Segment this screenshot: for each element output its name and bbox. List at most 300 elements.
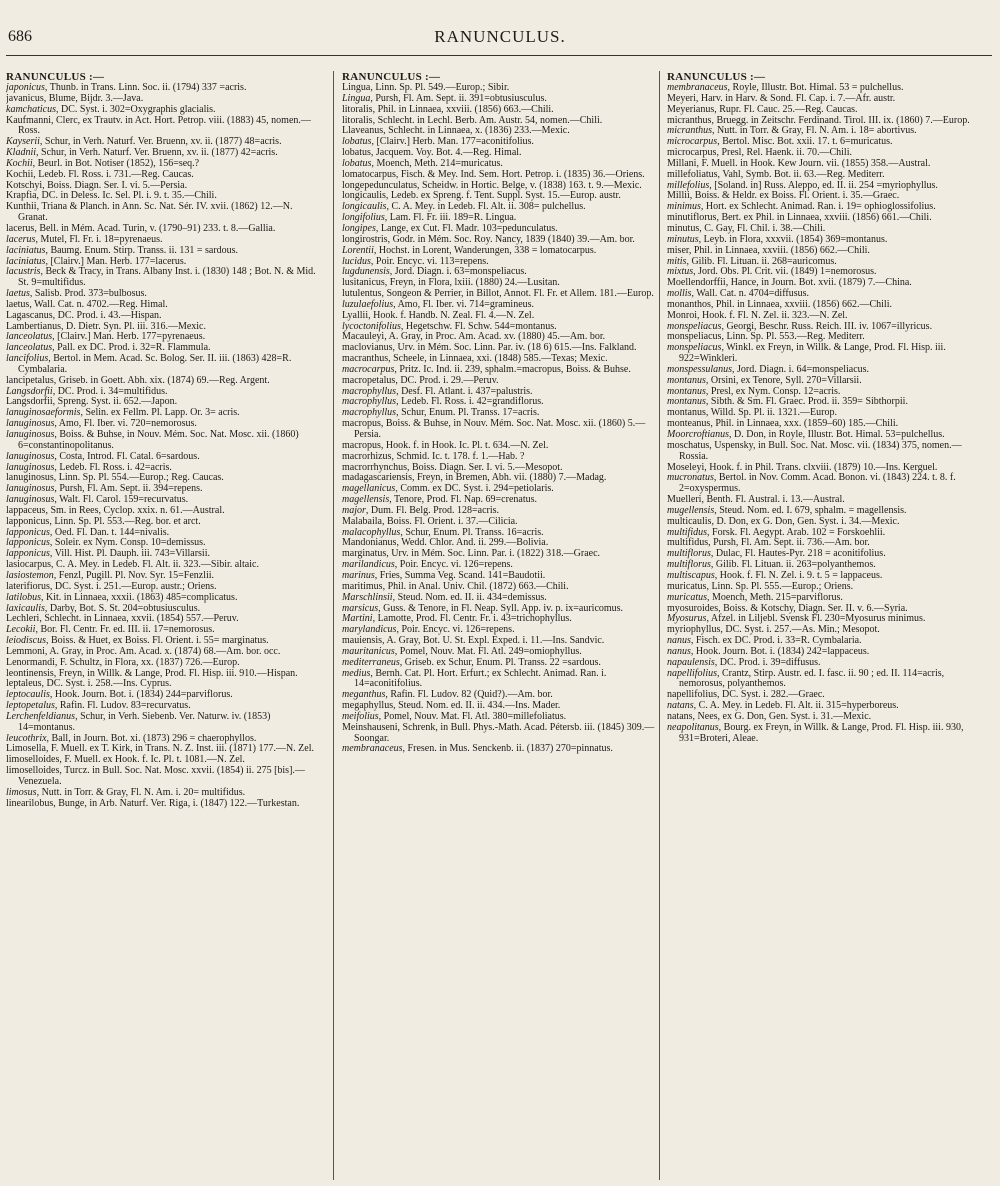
- entry-name: longepedunculatus: [342, 179, 417, 191]
- entry-name: lusitanicus: [342, 277, 385, 289]
- entry-citation: , Benth. Fl. Austral. i. 13.—Austral.: [701, 494, 845, 506]
- index-entry: [342, 744, 658, 755]
- entry-name: lacerus: [6, 233, 36, 245]
- entry-name: Meyerianus: [667, 103, 715, 115]
- entry-citation: , Boiss. & Huet, ex Boiss. Fl. Orient. i. 55= marginatus.: [46, 635, 269, 647]
- entry-citation: , D. Don, in Royle, Illustr. Bot. Himal. 53=pulchellus.: [729, 429, 945, 440]
- index-entry: [6, 116, 322, 138]
- entry-citation: , Sibth. & Sm. Fl. Graec. Prod. ii. 359= Sibthorpii.: [705, 396, 908, 408]
- entry-citation: , Steud. Nom. ed. II. ii. 434.—Ins. Mader.: [393, 700, 561, 712]
- entry-citation: , Boiss. & Buhse, in Nouv. Mém. Soc. Nat. Mosc. xii. (1860) 5.—Persia.: [354, 418, 646, 440]
- entry-citation: , [Clairv.] Man. Herb. 177=pyrenaeus.: [52, 331, 206, 343]
- entry-name: multiflorus: [667, 559, 711, 571]
- entry-citation: , Bertol. Misc. Bot. xxii. 17. t. 6=muricatus.: [717, 136, 893, 148]
- entry-name: microcarpus: [667, 136, 718, 148]
- entry-name: macrophyllus: [342, 396, 397, 408]
- entry-name: multiflorus: [667, 548, 711, 560]
- entry-name: Llaveanus: [342, 125, 384, 137]
- entry-name: mediterraneus: [342, 656, 400, 668]
- entry-citation: , Schmid. Ic. t. 178. f. 1.—Hab. ?: [391, 450, 525, 462]
- entry-name: macranthus: [342, 353, 389, 365]
- entry-name: Lecokii: [6, 624, 36, 636]
- entry-citation: , Nees, ex G. Don, Gen. Syst. i. 31.—Mexic.: [692, 710, 872, 722]
- entry-citation: , Orsini, ex Tenore, Syll. 270=Villarsii.: [705, 374, 862, 386]
- entry-citation: , Fenzl, Pugill. Pl. Nov. Syr. 15=Fenzlii.: [53, 569, 215, 581]
- entry-citation: , Nutt. in Torr. & Gray, Fl. N. Am. i. 18= abortivus.: [712, 125, 917, 137]
- entry-name: leiodiscus: [6, 635, 46, 647]
- entry-name: Marschlinsii: [342, 591, 393, 603]
- entry-citation: , DC. Prod. i. 29.—Peruv.: [395, 374, 499, 386]
- entry-citation: , F. Schultz, in Flora, xx. (1837) 726.—Europ.: [54, 656, 240, 668]
- entry-name: laterifiorus: [6, 580, 50, 592]
- entry-name: laciniatus: [6, 255, 46, 267]
- index-entry: [6, 712, 322, 734]
- entry-citation: , Selin. ex Fellm. Pl. Lapp. Or. 3= acris.: [80, 407, 240, 419]
- entry-citation: , Rafin. Fl. Ludov. 82 (Quid?).—Am. bor.: [385, 689, 553, 701]
- entry-citation: , Amo, Fl. Iber. vi. 714=gramineus.: [393, 298, 535, 310]
- entry-citation: , DC. in Deless. Ic. Sel. Pl. i. 9. t. 35.—Chili.: [36, 190, 217, 202]
- entry-name: leptaleus: [6, 678, 42, 690]
- entry-name: marginatus: [342, 548, 387, 560]
- entry-citation: , Pursh, Fl. Am. Sept. ii. 736.—Am. bor.: [708, 537, 870, 549]
- entry-citation: , Jord. Diagn. i. 64=monspeliacus.: [732, 363, 870, 375]
- entry-name: monteanus: [667, 418, 711, 430]
- entry-citation: , Moench, Meth. 214=muricatus.: [371, 157, 503, 169]
- entry-citation: , DC. Prod. i. 34=multifidus.: [52, 385, 168, 397]
- entry-name: lancifolius: [6, 353, 49, 365]
- entry-name: Moellendorffii: [667, 277, 726, 289]
- entry-citation: , Hegetschw. Fl. Schw. 544=montanus.: [400, 320, 557, 332]
- entry-name: monspeliacus: [667, 331, 722, 343]
- entry-citation: , Rafin. Fl. Ludov. 83=recurvatus.: [54, 700, 191, 712]
- entry-name: miser: [667, 244, 689, 256]
- entry-citation: , Beck & Tracy, in Trans. Albany Inst. i. (1830) 148 ; Bot. N. & Mid. St. 9=multifidus.: [18, 266, 316, 289]
- entry-name: lasiocarpus: [6, 559, 51, 571]
- index-entry: [667, 343, 983, 365]
- entry-citation: , Schlecht. in Lechl. Berb. Am. Austr. 54, nomen.—Chili.: [372, 114, 603, 126]
- entry-citation: , Schur, Enum. Pl. Transs. 16=acris.: [400, 526, 544, 538]
- entry-citation: , Winkl. ex Freyn, in Willk. & Lange, Prod. Fl. Hisp. iii. 922=Winkleri.: [679, 342, 946, 365]
- entry-citation: , D. Dietr. Syn. Pl. iii. 316.—Mexic.: [60, 320, 206, 332]
- entry-name: longicaulis: [342, 190, 386, 202]
- entry-citation: , Blume, Bijdr. 3.—Java.: [43, 92, 144, 104]
- entry-citation: , Comm. ex DC. Syst. i. 294=petiolaris.: [395, 483, 554, 495]
- entry-name: lappaceus: [6, 504, 46, 516]
- entry-citation: , Freyn, in Willk. & Lange, Prod. Fl. Hisp. iii. 910.—Hispan.: [53, 667, 298, 679]
- entry-citation: , Boiss. & Kotschy, Diagn. Ser. II. v. 6.—Syria.: [718, 602, 908, 614]
- entry-citation: , Hook. f. Fl. N. Zel. ii. 323.—N. Zel.: [697, 309, 848, 321]
- entry-citation: , Spreng. Syst. ii. 652.—Japon.: [52, 396, 178, 408]
- entry-citation: , Fresen. in Mus. Senckenb. ii. (1837) 270=pinnatus.: [402, 743, 613, 755]
- entry-name: Kladnii: [6, 147, 37, 159]
- index-entry: [667, 441, 983, 463]
- entry-citation: , Walt. Fl. Carol. 159=recurvatus.: [54, 494, 189, 506]
- entry-name: Lambertianus: [6, 320, 61, 332]
- entry-name: monspeliacus: [667, 342, 722, 354]
- entry-name: mitis: [667, 255, 687, 267]
- entry-citation: , Ball, in Journ. Bot. xi. (1873) 296 = chaerophyllos.: [46, 732, 257, 744]
- entry-citation: , DC. Syst. i. 302=Oxygraphis glacialis.: [56, 103, 216, 115]
- entry-name: Millani: [667, 157, 697, 169]
- entry-name: montanus: [667, 396, 706, 408]
- entry-citation: , Beurl. in Bot. Notiser (1852), 156=seq.?: [32, 157, 200, 169]
- entry-citation: , Hook. f. Handb. N. Zeal. Fl. 4.—N. Zel.: [368, 309, 535, 321]
- entry-name: longicaulis: [342, 201, 387, 213]
- entry-citation: , Songeon & Perrier, in Billot, Annot. Fl. Fr. et Allem. 181.—Europ.: [381, 288, 654, 300]
- entry-citation: , Schrenk, in Bull. Phys.-Math. Acad. Pétersb. iii. (1845) 309.—Soongar.: [354, 721, 655, 744]
- entry-name: Kaufmanni: [6, 114, 51, 126]
- entry-citation: , Schur, Enum. Pl. Transs. 17=acris.: [396, 407, 540, 419]
- entry-citation: , Bert. ex Phil. in Linnaea, xxviii. (1856) 661.—Chili.: [716, 212, 932, 224]
- entry-name: leptocaulis: [6, 689, 50, 701]
- entry-citation: , Poir. Encyc. vi. 126=repens.: [394, 559, 513, 571]
- entry-name: limoselloides: [6, 754, 60, 766]
- entry-name: lanuginosus: [6, 483, 55, 495]
- entry-citation: , Nutt. in Torr. & Gray, Fl. N. Am. i. 20= multifidus.: [36, 786, 246, 798]
- entry-name: monanthos: [667, 298, 711, 310]
- entry-name: minutiflorus: [667, 212, 717, 224]
- entry-name: major: [342, 504, 366, 516]
- entry-name: Lechleri: [6, 613, 40, 625]
- entry-name: latilobus: [6, 591, 42, 603]
- entry-citation: , Boiss. Diagn. Ser. I. vi. 5.—Mesopot.: [406, 461, 563, 473]
- entry-citation: , Darby, Bot. S. St. 204=obtusiusculus.: [44, 602, 201, 614]
- entry-name: longirostris: [342, 233, 388, 245]
- entry-name: macrocarpus: [342, 363, 395, 375]
- entry-name: malacophyllus: [342, 526, 401, 538]
- entry-citation: , Linn. Sp. Pl. 554.—Europ.; Reg. Caucas.: [53, 472, 224, 484]
- entry-name: macropus: [342, 418, 381, 430]
- entry-name: neapolitanus: [667, 721, 719, 733]
- entry-name: minutus: [667, 233, 699, 245]
- entry-name: Monroi: [667, 309, 697, 321]
- entry-name: mugellensis: [667, 504, 715, 516]
- entry-citation: , Georgi, Beschr. Russ. Reich. III. iv. 1067=illyricus.: [721, 320, 933, 332]
- entry-name: longifolius: [342, 212, 385, 224]
- entry-name: lanuginosus: [6, 461, 55, 473]
- entry-name: leontinensis: [6, 667, 54, 679]
- entry-citation: , Desf. Fl. Atlant. i. 437=palustris.: [396, 385, 533, 397]
- entry-citation: , Boiss. Diagn. Ser. I. vi. 5.—Persia.: [42, 179, 188, 191]
- entry-name: laxicaulis: [6, 602, 45, 614]
- entry-name: marylandicus: [342, 624, 397, 636]
- entry-name: lanuginosus: [6, 429, 55, 440]
- entry-name: Lemmoni: [6, 645, 45, 657]
- entry-citation: , Salisb. Prod. 373=bulbosus.: [29, 288, 147, 300]
- entry-name: japonicus: [6, 82, 45, 93]
- index-entry: [667, 723, 983, 745]
- entry-citation: , Mutel, Fl. Fr. i. 18=pyrenaeus.: [35, 233, 163, 245]
- entry-citation: , Fries, Summa Veg. Scand. 141=Baudotii.: [374, 569, 546, 581]
- entry-name: multicaulis: [667, 515, 712, 527]
- index-entry: [6, 766, 322, 788]
- entry-name: lanceolatus: [6, 331, 53, 343]
- entry-name: lanuginosus: [6, 418, 55, 430]
- entry-name: Mandonianus: [342, 537, 397, 549]
- entry-citation: , Bell. in Mém. Acad. Turin, v. (1790–91) 233. t. 8.—Gallia.: [34, 222, 276, 234]
- entry-name: millefoliatus: [667, 168, 718, 180]
- entry-name: myosuroides: [667, 602, 719, 614]
- entry-name: macropus: [342, 439, 381, 451]
- entry-name: montanus: [667, 385, 706, 397]
- entry-citation: , Phil. in Linnaea, xxviii. (1856) 662.—Chili.: [710, 298, 892, 310]
- entry-name: lobatus: [342, 157, 372, 169]
- entry-name: medius: [342, 667, 371, 679]
- entry-name: litoralis: [342, 103, 373, 115]
- entry-citation: , C. Gay, Fl. Chil. i. 38.—Chili.: [699, 222, 826, 234]
- entry-name: Lingua: [342, 92, 371, 104]
- entry-citation: , Dulac, Fl. Hautes-Pyr. 218 = aconitifolius.: [710, 548, 886, 560]
- entry-citation: , Hook. f. in Hook. Ic. Pl. t. 634.—N. Zel.: [380, 439, 549, 451]
- entry-name: monspessulanus: [667, 363, 733, 375]
- entry-name: mucronatus: [667, 472, 714, 484]
- entry-name: lucidus: [342, 255, 371, 267]
- entry-name: kamchaticus: [6, 103, 56, 115]
- entry-citation: , Hook. Journ. Bot. i. (1834) 244=parviflorus.: [49, 689, 233, 701]
- entry-name: montanus: [667, 374, 706, 386]
- entry-citation: , Phil. in Linnaea, xxviii. (1856) 663.—Chili.: [372, 103, 554, 115]
- index-entry: [6, 267, 322, 289]
- index-entry: [342, 419, 658, 441]
- entry-name: marsicus: [342, 602, 379, 614]
- entry-citation: , Pomel, Nouv. Mat. Fl. Atl. 380=millefoliatus.: [378, 710, 567, 722]
- entry-name: javanicus: [6, 92, 44, 104]
- column-3: [667, 71, 983, 1186]
- entry-name: lapponicus: [6, 537, 50, 549]
- entry-citation: , Godr. in Mém. Soc. Roy. Nancy, 1839 (1840) 39.—Am. bor.: [387, 233, 635, 245]
- index-entry: [667, 473, 983, 495]
- entry-citation: , Pursh, Fl. Am. Sept. ii. 391=obtusiusculus.: [370, 92, 547, 104]
- entry-citation: , DC. Syst. i. 282.—Graec.: [717, 689, 825, 701]
- entry-citation: , Pomel, Nouv. Mat. Fl. Atl. 249=omiophyllus.: [394, 645, 582, 657]
- entry-name: natans: [667, 710, 693, 722]
- entry-name: Millii: [667, 190, 690, 202]
- entry-citation: , Phil. in Anal. Univ. Chil. (1872) 663.—Chili.: [382, 580, 569, 592]
- entry-citation: , Hochst. in Lorent, Wanderungen, 338 = lomatocarpus.: [373, 244, 597, 256]
- entry-name: microcarpus: [667, 147, 717, 159]
- entry-citation: , Hort. ex Schlecht. Animad. Ran. i. 19= ophioglossifolius.: [700, 201, 936, 213]
- entry-name: mollis: [667, 288, 692, 300]
- entry-name: natans: [667, 700, 694, 712]
- entry-name: napaulensis: [667, 656, 715, 668]
- entry-citation: , Presl, ex Nym. Consp. 12=acris.: [705, 385, 841, 397]
- index-entry: [342, 669, 658, 691]
- entry-name: Krapfia: [6, 190, 37, 202]
- entry-citation: , Phil. in Linnaea, xxviii. (1856) 662.—Chili.: [688, 244, 870, 256]
- entry-citation: , Costa, Introd. Fl. Catal. 6=sardous.: [54, 450, 200, 462]
- entry-name: Langsdorfii: [6, 385, 53, 397]
- entry-name: millefolius: [667, 179, 710, 191]
- entry-citation: , Jord. Obs. Pl. Crit. vii. (1849) 1=nemorosus.: [693, 266, 877, 278]
- entry-citation: , DC. Syst. i. 258.—Ins. Cyprus.: [41, 678, 172, 690]
- entry-citation: , Schlecht. in Linnaea, x. (1836) 233.—Mexic.: [383, 125, 570, 137]
- entry-citation: , Bertol. in Nov. Comm. Acad. Bonon. vi. (1843) 224. t. 8. f. 2=oxyspermus.: [679, 472, 956, 495]
- entry-name: lapponicus: [6, 548, 50, 560]
- entry-citation: , Bourg. ex Freyn, in Willk. & Lange, Prod. Fl. Hisp. iii. 930, 931=Broteri, Aleae.: [679, 721, 964, 744]
- entry-name: Lagascanus: [6, 309, 53, 321]
- entry-citation: , Afzel. in Liljebl. Svensk Fl. 230=Myosurus minimus.: [706, 613, 926, 625]
- entry-name: moschatus: [667, 439, 710, 451]
- entry-name: Kochii: [6, 168, 34, 180]
- entry-name: lasiostemon: [6, 569, 54, 581]
- entry-citation: , Bunge, in Arb. Naturf. Ver. Riga, i. (1847) 122.—Turkestan.: [53, 797, 300, 809]
- entry-name: micranthus: [667, 125, 712, 137]
- entry-name: luzulaefolius: [342, 298, 394, 310]
- entry-citation: , Fisch. ex DC. Prod. i. 33=R. Cymbalaria.: [690, 635, 862, 647]
- index-entry: [6, 354, 322, 376]
- entry-citation: , Griseb. ex Schur, Enum. Pl. Transs. 22 =sardous.: [399, 656, 601, 668]
- entry-name: laciniatus: [6, 244, 46, 256]
- entry-name: limoselloides: [6, 765, 60, 777]
- entry-name: longipes: [342, 222, 376, 234]
- entry-citation: , DC. Syst. i. 257.—As. Min.; Mesopot.: [720, 624, 880, 636]
- index-entry: [6, 202, 322, 224]
- entry-name: Martini: [342, 613, 373, 625]
- entry-name: napellifolius: [667, 689, 717, 701]
- entry-citation: , Crantz, Stirp. Austr. ed. I. fasc. ii. 90 ; ed. II. 114=acris, nemorosus, polyanthemos.: [679, 667, 945, 690]
- entry-citation: , Kit. in Linnaea, xxxii. (1863) 485=complicatus.: [41, 591, 238, 603]
- entry-citation: , Tenore, Prod. Fl. Nap. 69=crenatus.: [389, 494, 538, 506]
- entry-citation: , Linn. Sp. Pl. 553.—Reg. Mediterr.: [721, 331, 865, 343]
- entry-name: macrorhizus: [342, 450, 392, 462]
- entry-name: Myosurus: [667, 613, 707, 625]
- entry-name: Lingua: [342, 82, 371, 93]
- entry-name: meifolius: [342, 710, 379, 722]
- entry-name: muricatus: [667, 580, 707, 592]
- entry-citation: , Bertol. in Mem. Acad. Sc. Bolog. Ser. II. iii. (1863) 428=R. Cymbalaria.: [18, 353, 292, 375]
- entry-citation: , A. Gray, Bot. U. St. Expl. Exped. i. 11.—Ins. Sandvic.: [382, 635, 605, 647]
- entry-citation: , Amo, Fl. Iber. vi. 720=nemorosus.: [54, 418, 197, 430]
- entry-citation: , Oed. Fl. Dan. t. 144=nivalis.: [49, 526, 170, 538]
- entry-citation: , Phil. in Linnaea, xxx. (1859–60) 185.—Chili.: [710, 418, 899, 430]
- entry-citation: , Hook. f. Fl. N. Zel. i. 9. t. 5 = lappaceus.: [714, 569, 883, 581]
- page-number: 686: [8, 28, 32, 45]
- entry-citation: , Linn. Sp. Pl. 549.—Europ.; Sibir.: [370, 82, 510, 93]
- entry-name: macrophyllus: [342, 385, 397, 397]
- entry-citation: , Triana & Planch. in Ann. Sc. Nat. Sér. IV. xvii. (1862) 12.—N. Granat.: [18, 201, 293, 224]
- entry-citation: , Scheidw. in Hortic. Belge, v. (1838) 163. t. 9.—Mexic.: [416, 179, 642, 191]
- entry-name: Lyallii: [342, 309, 369, 321]
- entry-name: multifidus: [667, 526, 708, 538]
- entry-name: mixtus: [667, 266, 694, 278]
- entry-name: Langsdorfii: [6, 396, 53, 408]
- entry-name: lacustris: [6, 266, 41, 278]
- entry-name: mauritanicus: [342, 645, 395, 657]
- entry-name: membranaceus: [342, 743, 403, 755]
- entry-name: magellensis: [342, 494, 390, 506]
- entry-citation: , C. A. Mey. in Ledeb. Fl. Alt. ii. 315=hyperboreus.: [693, 700, 899, 712]
- entry-citation: , Bor. Fl. Centr. Fr. ed. III. ii. 17=nemorosus.: [35, 624, 215, 636]
- entry-citation: , DC. Prod. i. 39=diffusus.: [714, 656, 821, 668]
- entry-name: mauiensis: [342, 635, 382, 647]
- entry-citation: , Urv. in Mém. Soc. Linn. Par. i. (1822) 318.—Graec.: [386, 548, 601, 560]
- entry-citation: , Presl, Rel. Haenk. ii. 70.—Chili.: [716, 147, 852, 159]
- entry-citation: , Poir. Encyc. vi. 126=repens.: [396, 624, 515, 636]
- entry-name: Moorcroftianus: [667, 429, 730, 440]
- entry-name: nanus: [667, 645, 691, 657]
- entry-citation: , D. Don, ex G. Don, Gen. Syst. i. 34.—Mexic.: [711, 515, 900, 527]
- index-entry: [667, 669, 983, 691]
- entry-citation: , Wedd. Chlor. And. ii. 299.—Bolivia.: [396, 537, 549, 549]
- entry-name: lomatocarpus: [342, 168, 396, 180]
- entry-citation: , Linn. Sp. Pl. 553.—Reg. bor. et arct.: [49, 515, 201, 527]
- entry-citation: , Schur, in Verh. Naturf. Ver. Bruenn, xv. ii. (1877) 48=acris.: [39, 136, 282, 148]
- entry-citation: , Boiss. Fl. Orient. i. 37.—Cilicia.: [381, 515, 518, 527]
- index-entry: [6, 430, 322, 452]
- entry-citation: , Hook. f. in Phil. Trans. clxviii. (1879) 10.—Ins. Kerguel.: [704, 461, 938, 473]
- entry-name: maritimus: [342, 580, 383, 592]
- entry-citation: , Schur, in Verh. Siebenb. Ver. Naturw. iv. (1853) 14=montanus.: [18, 710, 271, 733]
- entry-citation: , Ledeb. Fl. Ross. i. 42=grandiflorus.: [396, 396, 544, 408]
- entry-name: Kayserii: [6, 136, 40, 148]
- entry-citation: , C. A. Mey. in Ledeb. Fl. Alt. ii. 323.—Sibir. altaic.: [51, 559, 259, 571]
- entry-name: lobatus: [342, 147, 371, 159]
- entry-name: laetus: [6, 288, 30, 300]
- entry-citation: , Harv. in Harv. & Sond. Fl. Cap. i. 7.—Afr. austr.: [695, 92, 896, 104]
- entry-citation: , Rupr. Fl. Cauc. 25.—Reg. Caucas.: [714, 103, 858, 115]
- entry-citation: , Wall. Cat. n. 4704=diffusus.: [691, 288, 809, 300]
- entry-citation: , A. Gray, in Proc. Am. Acad. xv. (1880) 45.—Am. bor.: [384, 331, 606, 343]
- entry-name: lanuginosus: [6, 494, 55, 506]
- entry-name: litoralis: [342, 114, 373, 126]
- entry-name: Moseleyi: [667, 461, 705, 473]
- column-divider: [659, 71, 660, 1180]
- entry-name: macrophyllus: [342, 407, 397, 419]
- column-heading: RANUNCULUS :—: [6, 71, 105, 83]
- entry-name: lanceolatus: [6, 342, 53, 354]
- entry-citation: , Jord. Diagn. i. 63=monspeliacus.: [389, 266, 527, 278]
- entry-name: lanuginosus: [6, 472, 54, 484]
- entry-name: Macauleyi: [342, 331, 385, 343]
- running-head: RANUNCULUS.: [434, 27, 566, 46]
- entry-citation: , DC. Prod. i. 43.—Hispan.: [52, 309, 162, 321]
- entry-name: leucothrix: [6, 732, 47, 744]
- entry-citation: , Willd. Sp. Pl. ii. 1321.—Europ.: [705, 407, 837, 419]
- entry-citation: , Ledeb. ex Spreng. f. Tent. Suppl. Syst. 15.—Europ. austr.: [385, 190, 621, 202]
- entry-citation: , Schlecht. in Linnaea, xxvii. (1854) 557.—Peruv.: [39, 613, 239, 625]
- entry-citation: , Boiss. & Buhse, in Nouv. Mém. Soc. Nat. Mosc. xii. (1860) 6=constantinopolitanus.: [18, 429, 299, 451]
- entry-citation: , Steud. Nom. ed. I. 679, sphalm. = magellensis.: [714, 504, 907, 516]
- entry-citation: , Gilib. Fl. Lituan. ii. 268=auricomus.: [686, 255, 837, 267]
- entry-citation: , Dum. Fl. Belg. Prod. 128=acris.: [365, 504, 500, 516]
- column-2: [342, 71, 658, 1186]
- entry-name: lapponicus: [6, 515, 50, 527]
- entry-name: multifidus: [667, 537, 709, 549]
- entry-name: Lenormandi: [6, 656, 55, 668]
- index-entry: [6, 799, 322, 810]
- entry-citation: , Clerc, ex Trautv. in Act. Hort. Petrop. viii. (1883) 45, nomen.—Ross.: [18, 114, 311, 137]
- entry-citation: , Hook. Journ. Bot. i. (1834) 242=lappaceus.: [690, 645, 870, 657]
- entry-citation: , Vill. Hist. Pl. Dauph. iii. 743=Villarsii.: [49, 548, 210, 560]
- entry-name: lanuginosaeformis: [6, 407, 81, 419]
- entry-citation: , DC. Syst. i. 251.—Europ. austr.; Oriens.: [49, 580, 217, 592]
- entry-name: multiscapus: [667, 569, 715, 581]
- entry-name: leptopetalus: [6, 700, 55, 712]
- entry-citation: , Steud. Nom. ed. II. ii. 434=demissus.: [392, 591, 547, 603]
- entry-name: macrorrhynchus: [342, 461, 407, 473]
- entry-name: membranaceus: [667, 82, 728, 93]
- entry-citation: , Bernh. Cat. Pl. Hort. Erfurt.; ex Schlecht. Animad. Ran. i. 14=aconitifolius.: [354, 667, 607, 690]
- entry-citation: , Griseb. in Goett. Abh. xix. (1874) 69.—Reg. Argent.: [53, 374, 270, 386]
- entry-name: Kotschyi: [6, 179, 43, 191]
- entry-citation: , Thunb. in Trans. Linn. Soc. ii. (1794) 337 =acris.: [44, 82, 247, 93]
- entry-name: Kunthii: [6, 201, 37, 213]
- entry-name: nanus: [667, 635, 691, 647]
- entry-name: lanuginosus: [6, 450, 55, 462]
- entry-name: Meyeri: [667, 92, 696, 104]
- entry-name: micranthus: [667, 114, 712, 126]
- entry-name: napellifolius: [667, 667, 717, 679]
